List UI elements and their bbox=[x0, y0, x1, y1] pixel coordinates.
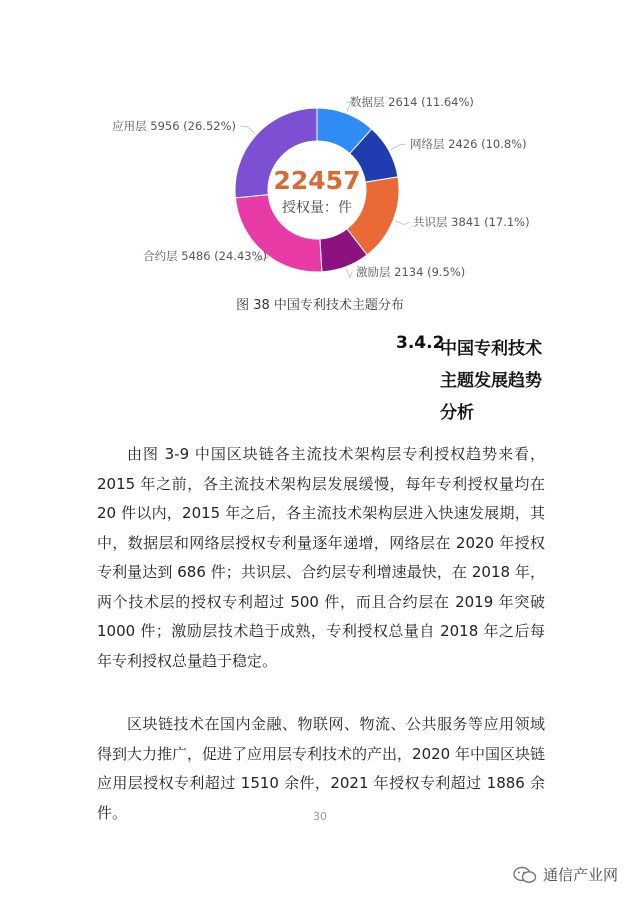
section-number: 3.4.2 bbox=[396, 333, 445, 353]
body-paragraph: 由图 3-9 中国区块链各主流技术架构层专利授权趋势来看，2015 年之前，各主流技术架构层发展缓慢，每年专利授权量均在 20 件以内，2015 年之后，各主流技术架构层进入快速发展期，其中，数据层和网络层授权专利量逐年递增，网络层在 2020 年授权专利量达到 686 件；共识层、合约层专利增速最快，在 2018 年，两个技术层的授权专利超过 500 件，而且合约层在 2019 年突破 1000 件；激励层技术趋于成熟，专利授权总量自 2018 年之后每年专利授权总量趋于稳定。 bbox=[97, 445, 545, 670]
center-unit-label: 授权量：件 bbox=[282, 200, 352, 216]
slice-label-3: 共识层 3841 (17.1%) bbox=[413, 215, 530, 229]
wechat-icon bbox=[513, 866, 537, 884]
leader-line-3 bbox=[395, 221, 409, 225]
leader-line-4 bbox=[346, 269, 352, 278]
watermark bbox=[513, 864, 618, 885]
leader-line-2 bbox=[391, 144, 406, 150]
center-total-value: 22457 bbox=[273, 166, 361, 195]
page-number: 30 bbox=[313, 810, 327, 823]
donut-chart bbox=[0, 0, 640, 290]
leader-line-6 bbox=[240, 126, 255, 134]
slice-label-6: 应用层 5956 (26.52%) bbox=[112, 119, 236, 133]
slice-label-4: 激励层 2134 (9.5%) bbox=[356, 265, 466, 279]
slice-label-5: 合约层 5486 (24.43%) bbox=[143, 249, 267, 263]
slice-label-2: 网络层 2426 (10.8%) bbox=[410, 137, 527, 151]
figure-caption: 图 38 中国专利技术主题分布 bbox=[236, 298, 404, 313]
body-paragraph: 区块链技术在国内金融、物联网、物流、公共服务等应用领域得到大力推广，促进了应用层专利技术的产出，2020 年中国区块链应用层授权专利超过 1510 余件，2021 年授权专利超过 1886 余件。 bbox=[97, 715, 545, 822]
section-title: 中国专利技术主题发展趋势分析 bbox=[440, 339, 542, 423]
watermark-text: 通信产业网 bbox=[542, 866, 618, 884]
slice-label-1: 数据层 2614 (11.64%) bbox=[350, 95, 474, 109]
